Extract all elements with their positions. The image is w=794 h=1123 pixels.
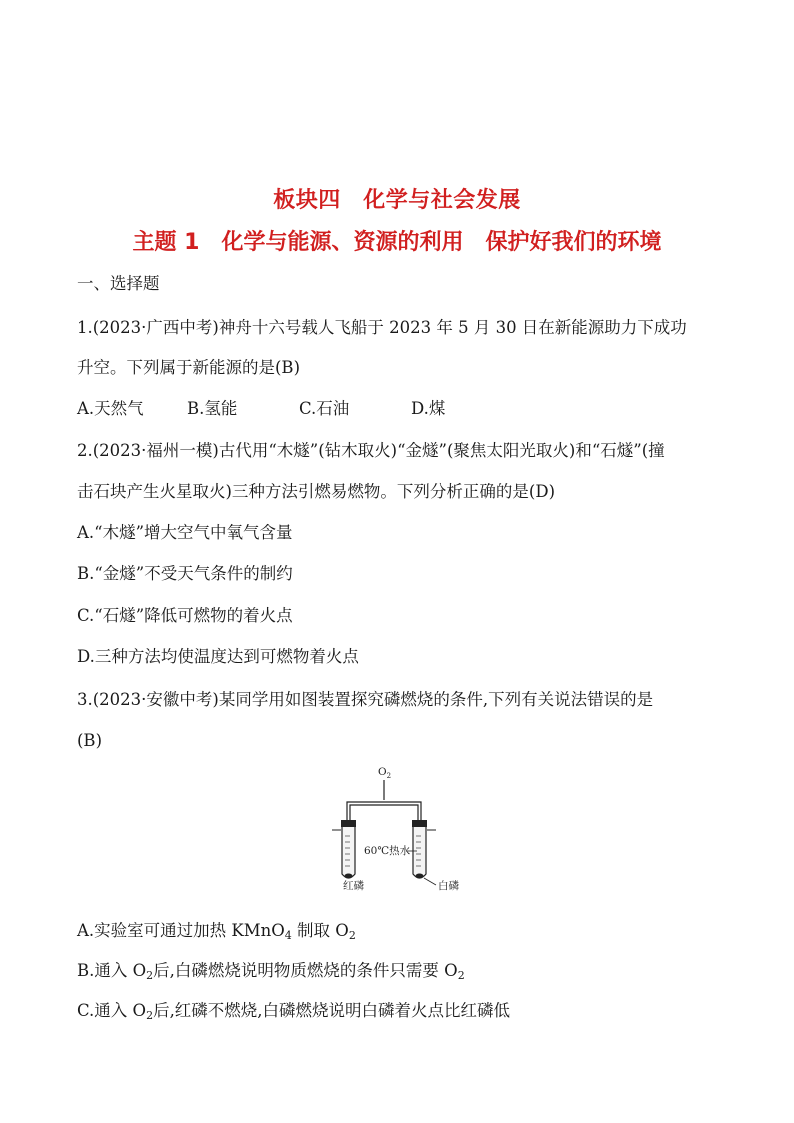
left-stopper: [341, 820, 356, 827]
white-phosphorus-sample: [416, 874, 424, 879]
q1-option-a: A.天然气: [77, 399, 144, 418]
q2-option-b: B.“金燧”不受天气条件的制约: [77, 564, 293, 583]
q1-options: [77, 398, 445, 420]
right-test-tube: [413, 827, 426, 878]
q3-option-a: A.实验室可通过加热 KMnO$_4$ 制取 $O_2$: [77, 921, 356, 942]
q1-stem-line2: 升空。下列属于新能源的是(B): [77, 358, 300, 377]
left-test-tube: [342, 827, 355, 878]
q2-stem-line2: 击石块产生火星取火)三种方法引燃易燃物。下列分析正确的是(D): [77, 482, 556, 501]
q1-stem-line1: 1.(2023·广西中考)神舟十六号载人飞船于 2023 年 5 月 30 日在新能源助力下成功: [77, 318, 687, 337]
topic-title: 主题 1 化学与能源、资源的利用 保护好我们的环境: [132, 230, 662, 255]
o2-label: $O_2$: [378, 766, 392, 780]
q3-option-b: B.通入 $O_2$后,白磷燃烧说明物质燃烧的条件只需要 $O_2$: [77, 961, 465, 982]
q3-stem-line1: 3.(2023·安徽中考)某同学用如图装置探究磷燃烧的条件,下列有关说法错误的是: [77, 690, 654, 709]
right-stopper: [412, 820, 427, 827]
phosphorus-combustion-apparatus-diagram: [320, 764, 470, 894]
q2-option-a: A.“木燧”增大空气中氧气含量: [77, 523, 293, 542]
section-title: 板块四 化学与社会发展: [273, 188, 521, 213]
hot-water-label: 60℃热水: [364, 845, 411, 857]
q1-option-b: B.氢能: [187, 399, 238, 418]
question-type-heading: 一、选择题: [77, 274, 160, 293]
q2-option-d: D.三种方法均使温度达到可燃物着火点: [77, 647, 359, 666]
q1-option-c: C.石油: [299, 399, 350, 418]
q2-option-c: C.“石燧”降低可燃物的着火点: [77, 606, 293, 625]
q3-stem-line2: (B): [77, 731, 102, 750]
q2-stem-line1: 2.(2023·福州一模)古代用“木燧”(钻木取火)“金燧”(聚焦太阳光取火)和“石燧”(撞: [77, 441, 665, 460]
white-phosphorus-pointer: [424, 878, 436, 885]
red-phosphorus-label: 红磷: [343, 880, 364, 892]
q1-option-d: D.煤: [411, 399, 446, 418]
q3-option-c: C.通入 $O_2$后,红磷不燃烧,白磷燃烧说明白磷着火点比红磷低: [77, 1001, 511, 1022]
white-phosphorus-label: 白磷: [438, 880, 459, 892]
red-phosphorus-sample: [345, 874, 353, 879]
connecting-tube-inner: [350, 805, 418, 822]
